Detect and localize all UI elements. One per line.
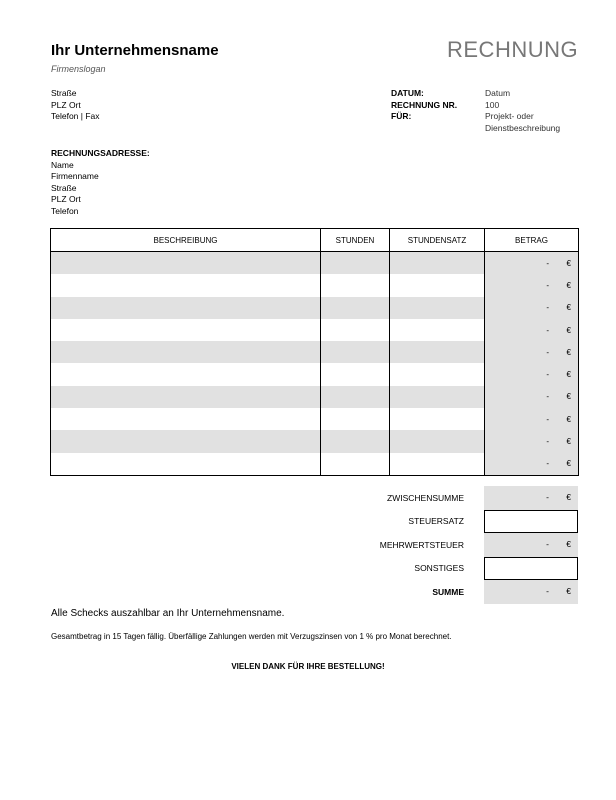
amount-cell: - € [485, 319, 579, 341]
vat-label: MEHRWERTSTEUER [379, 539, 464, 550]
description-cell[interactable] [51, 319, 321, 341]
description-cell[interactable] [51, 430, 321, 452]
subtotal-label: ZWISCHENSUMME [387, 492, 464, 503]
hours-cell[interactable] [321, 386, 390, 408]
table-row [51, 408, 579, 430]
description-cell[interactable] [51, 297, 321, 319]
company-street: Straße [51, 88, 77, 98]
rate-cell[interactable] [390, 252, 485, 275]
other-input[interactable] [484, 557, 578, 581]
billing-street[interactable]: Straße [51, 182, 77, 193]
company-slogan: Firmenslogan [51, 64, 106, 74]
tax-rate-label: STEUERSATZ [408, 516, 464, 527]
table-row [51, 341, 579, 363]
hours-cell[interactable] [321, 252, 390, 275]
amount-cell: - € [485, 408, 579, 430]
date-label: DATUM: [391, 88, 424, 98]
hours-cell[interactable] [321, 408, 390, 430]
rate-cell[interactable] [390, 297, 485, 319]
amount-cell: - € [485, 252, 579, 275]
description-cell[interactable] [51, 274, 321, 296]
amount-cell: - € [485, 386, 579, 408]
description-cell[interactable] [51, 408, 321, 430]
table-row [51, 453, 579, 476]
table-row [51, 363, 579, 385]
invoice-meta [391, 88, 575, 134]
totals-block [370, 486, 578, 604]
description-cell[interactable] [51, 453, 321, 476]
hours-cell[interactable] [321, 297, 390, 319]
description-cell[interactable] [51, 252, 321, 275]
for-value[interactable]: Projekt- oder Dienstbeschreibung [485, 111, 561, 133]
tax-rate-input[interactable] [484, 510, 578, 534]
hours-cell[interactable] [321, 453, 390, 476]
rate-cell[interactable] [390, 341, 485, 363]
amount-cell: - € [485, 297, 579, 319]
date-value[interactable]: Datum [485, 88, 511, 98]
hours-cell[interactable] [321, 430, 390, 452]
for-label: FÜR: [391, 111, 412, 121]
amount-cell: - € [485, 341, 579, 363]
subtotal-value: - € [484, 486, 578, 510]
description-cell[interactable] [51, 386, 321, 408]
rate-cell[interactable] [390, 274, 485, 296]
invoice-number-label: RECHNUNG NR. [391, 99, 458, 110]
hours-cell[interactable] [321, 274, 390, 296]
table-row [51, 297, 579, 319]
amount-cell: - € [485, 453, 579, 476]
table-row [51, 386, 579, 408]
total-value: - € [484, 580, 578, 604]
other-label: SONSTIGES [414, 563, 464, 574]
header-hours: STUNDEN [321, 229, 390, 252]
billing-heading: RECHNUNGSADRESSE: [51, 148, 150, 158]
table-row [51, 319, 579, 341]
items-table [50, 228, 579, 476]
billing-phone[interactable]: Telefon [51, 205, 79, 216]
company-phone: Telefon | Fax [51, 111, 100, 121]
header-description: BESCHREIBUNG [51, 229, 321, 252]
amount-cell: - € [485, 430, 579, 452]
billing-address [51, 148, 150, 217]
company-name: Ihr Unternehmensname [51, 42, 219, 59]
rate-cell[interactable] [390, 453, 485, 476]
vat-value: - € [484, 533, 578, 557]
description-cell[interactable] [51, 363, 321, 385]
header-rate: STUNDENSATZ [390, 229, 485, 252]
rate-cell[interactable] [390, 319, 485, 341]
hours-cell[interactable] [321, 341, 390, 363]
total-label: SUMME [432, 586, 464, 597]
hours-cell[interactable] [321, 319, 390, 341]
table-row [51, 252, 579, 275]
invoice-title: RECHNUNG [447, 37, 579, 62]
company-city: PLZ Ort [51, 99, 81, 110]
rate-cell[interactable] [390, 408, 485, 430]
billing-company[interactable]: Firmenname [51, 171, 99, 181]
billing-name[interactable]: Name [51, 159, 74, 170]
amount-cell: - € [485, 274, 579, 296]
rate-cell[interactable] [390, 363, 485, 385]
description-cell[interactable] [51, 341, 321, 363]
rate-cell[interactable] [390, 386, 485, 408]
billing-city[interactable]: PLZ Ort [51, 194, 81, 204]
hours-cell[interactable] [321, 363, 390, 385]
table-row [51, 430, 579, 452]
rate-cell[interactable] [390, 430, 485, 452]
table-row [51, 274, 579, 296]
amount-cell: - € [485, 363, 579, 385]
checks-note: Alle Schecks auszahlbar an Ihr Unternehmensname. [51, 608, 285, 619]
company-address [51, 88, 100, 123]
header-amount: BETRAG [485, 229, 579, 252]
invoice-number-value[interactable]: 100 [485, 99, 500, 110]
thank-you-note: VIELEN DANK FÜR IHRE BESTELLUNG! [231, 662, 385, 671]
payment-terms: Gesamtbetrag in 15 Tagen fällig. Überfällige Zahlungen werden mit Verzugszinsen von 1 % pro Monat berechnet. [51, 632, 452, 641]
